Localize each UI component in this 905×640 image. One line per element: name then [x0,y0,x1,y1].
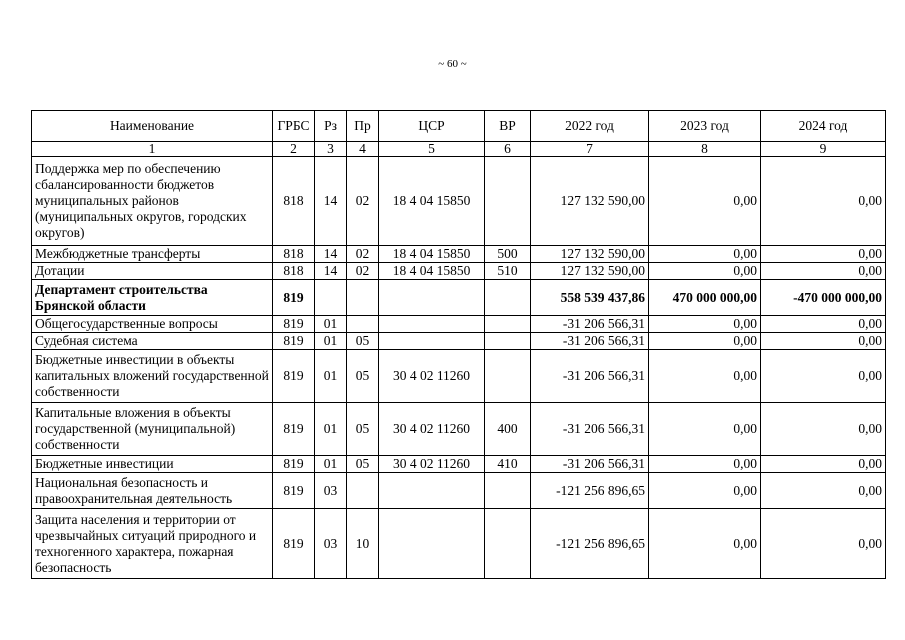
cell-2022: 127 132 590,00 [531,246,649,263]
cell-name: Межбюджетные трансферты [32,246,273,263]
header-2024: 2024 год [761,111,886,142]
cell-name: Защита населения и территории от чрезвычайных ситуаций природного и техногенного характера, пожарная безопасность [32,509,273,579]
cell-vr: 410 [485,456,531,473]
table-row [32,263,886,280]
cell-2024: 0,00 [761,473,886,509]
cell-vr [485,316,531,333]
cell-pr: 05 [347,333,379,350]
cell-vr: 500 [485,246,531,263]
cell-pr: 05 [347,403,379,456]
cell-grbs: 819 [273,280,315,316]
cell-rz: 14 [315,157,347,246]
cell-csr [379,333,485,350]
cell-2022: -121 256 896,65 [531,473,649,509]
cell-pr: 02 [347,263,379,280]
cell-2023: 0,00 [649,333,761,350]
cell-2022: 127 132 590,00 [531,263,649,280]
cell-vr [485,333,531,350]
header-vr: ВР [485,111,531,142]
table-row [32,456,886,473]
cell-2022: -31 206 566,31 [531,456,649,473]
cell-2022: 127 132 590,00 [531,157,649,246]
budget-table [31,110,886,579]
cell-vr [485,473,531,509]
cell-pr: 02 [347,157,379,246]
column-number: 3 [315,142,347,157]
cell-pr: 05 [347,350,379,403]
cell-pr [347,280,379,316]
header-name: Наименование [32,111,273,142]
cell-rz: 01 [315,333,347,350]
cell-csr [379,316,485,333]
cell-vr [485,157,531,246]
cell-2024: 0,00 [761,509,886,579]
cell-rz: 01 [315,403,347,456]
cell-grbs: 819 [273,333,315,350]
cell-2023: 0,00 [649,473,761,509]
column-number: 1 [32,142,273,157]
cell-grbs: 818 [273,246,315,263]
header-csr: ЦСР [379,111,485,142]
cell-rz: 14 [315,263,347,280]
cell-2024: 0,00 [761,350,886,403]
header-pr: Пр [347,111,379,142]
table-row-department [32,280,886,316]
column-number: 2 [273,142,315,157]
cell-name: Поддержка мер по обеспечению сбалансированности бюджетов муниципальных районов (муниципальных округов, городских округов) [32,157,273,246]
cell-csr: 30 4 02 11260 [379,403,485,456]
cell-csr: 18 4 04 15850 [379,263,485,280]
cell-2023: 0,00 [649,246,761,263]
cell-rz: 03 [315,473,347,509]
cell-vr: 400 [485,403,531,456]
cell-grbs: 819 [273,316,315,333]
column-number: 8 [649,142,761,157]
cell-pr: 05 [347,456,379,473]
cell-grbs: 819 [273,456,315,473]
cell-2024: 0,00 [761,246,886,263]
cell-name: Национальная безопасность и правоохранительная деятельность [32,473,273,509]
column-number: 7 [531,142,649,157]
cell-rz: 14 [315,246,347,263]
cell-2024: 0,00 [761,263,886,280]
header-rz: Рз [315,111,347,142]
cell-rz: 01 [315,350,347,403]
cell-name: Дотации [32,263,273,280]
table-row [32,403,886,456]
cell-vr [485,280,531,316]
cell-name: Бюджетные инвестиции [32,456,273,473]
cell-2024: 0,00 [761,316,886,333]
page-number: ~ 60 ~ [438,58,467,70]
cell-2022: -31 206 566,31 [531,316,649,333]
cell-2022: -31 206 566,31 [531,333,649,350]
cell-pr: 02 [347,246,379,263]
cell-grbs: 819 [273,350,315,403]
cell-2023: 0,00 [649,157,761,246]
cell-2024: 0,00 [761,333,886,350]
header-2022: 2022 год [531,111,649,142]
header-grbs: ГРБС [273,111,315,142]
column-number: 5 [379,142,485,157]
cell-name: Бюджетные инвестиции в объекты капитальных вложений государственной собственности [32,350,273,403]
cell-name: Департамент строительства Брянской области [32,280,273,316]
column-number-row [32,142,886,157]
cell-rz [315,280,347,316]
cell-csr [379,280,485,316]
cell-grbs: 819 [273,509,315,579]
table-row [32,316,886,333]
table-row [32,509,886,579]
cell-2024: 0,00 [761,456,886,473]
cell-2022: 558 539 437,86 [531,280,649,316]
cell-2023: 470 000 000,00 [649,280,761,316]
cell-2022: -31 206 566,31 [531,350,649,403]
column-number: 6 [485,142,531,157]
header-row [32,111,886,142]
table-row [32,246,886,263]
cell-rz: 01 [315,316,347,333]
cell-csr: 18 4 04 15850 [379,157,485,246]
cell-pr: 10 [347,509,379,579]
cell-2023: 0,00 [649,403,761,456]
cell-grbs: 819 [273,403,315,456]
cell-name: Судебная система [32,333,273,350]
cell-vr: 510 [485,263,531,280]
cell-grbs: 818 [273,263,315,280]
cell-csr: 30 4 02 11260 [379,456,485,473]
cell-csr: 30 4 02 11260 [379,350,485,403]
cell-2022: -121 256 896,65 [531,509,649,579]
column-number: 9 [761,142,886,157]
cell-2024: -470 000 000,00 [761,280,886,316]
cell-vr [485,350,531,403]
cell-name: Общегосударственные вопросы [32,316,273,333]
cell-vr [485,509,531,579]
table-row [32,333,886,350]
table-row [32,473,886,509]
cell-pr [347,473,379,509]
table-row [32,157,886,246]
cell-2023: 0,00 [649,509,761,579]
cell-2023: 0,00 [649,456,761,473]
cell-rz: 01 [315,456,347,473]
column-number: 4 [347,142,379,157]
cell-name: Капитальные вложения в объекты государственной (муниципальной) собственности [32,403,273,456]
cell-2023: 0,00 [649,316,761,333]
cell-2022: -31 206 566,31 [531,403,649,456]
cell-2024: 0,00 [761,403,886,456]
cell-pr [347,316,379,333]
cell-2023: 0,00 [649,350,761,403]
header-2023: 2023 год [649,111,761,142]
table-row [32,350,886,403]
cell-grbs: 818 [273,157,315,246]
cell-2023: 0,00 [649,263,761,280]
cell-csr [379,509,485,579]
cell-csr: 18 4 04 15850 [379,246,485,263]
cell-rz: 03 [315,509,347,579]
cell-grbs: 819 [273,473,315,509]
cell-csr [379,473,485,509]
cell-2024: 0,00 [761,157,886,246]
